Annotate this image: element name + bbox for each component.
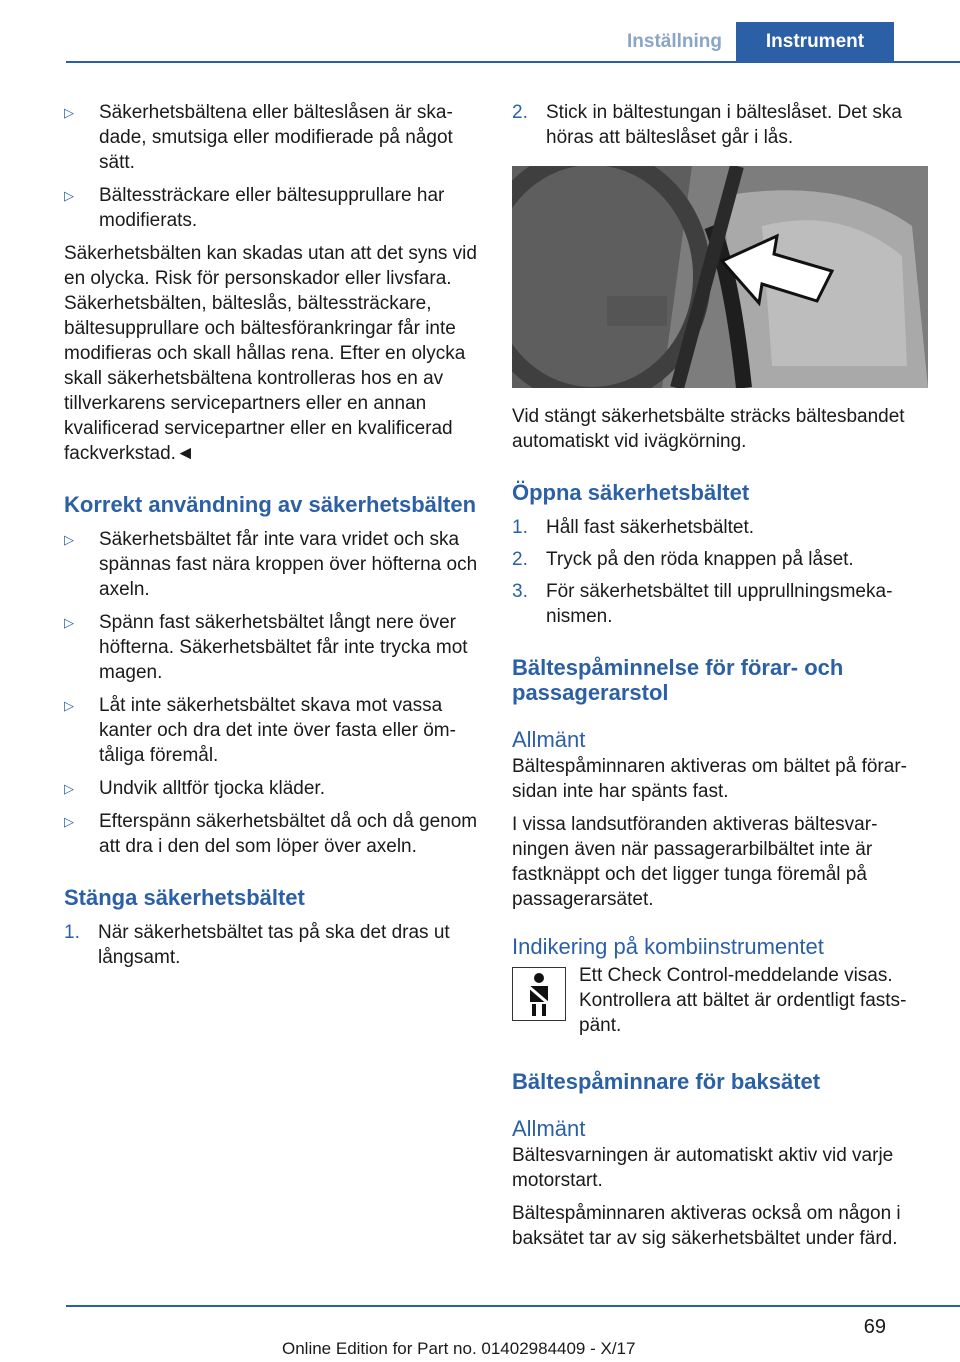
list-item: ▷ Efterspänn säkerhetsbältet då och då genom att dra i den del som löper över axeln. (64, 811, 478, 857)
header-divider (66, 61, 960, 63)
list-item: ▷ Spänn fast säkerhetsbältet långt nere över höfterna. Säkerhetsbältet får inte trycka mot magen. (64, 612, 468, 683)
heading-belt-reminder-rear: Bältespåminnare för baksätet (512, 1069, 821, 1094)
page-number: 69 (863, 1316, 886, 1338)
tab-installning[interactable]: Inställning (627, 31, 722, 52)
seatbelt-photo (512, 166, 928, 388)
page-header (0, 0, 960, 64)
triangle-bullet-icon: ▷ (64, 814, 74, 829)
seatbelt-warning-icon (512, 967, 566, 1021)
heading-correct-use: Korrekt användning av säkerhetsbälten (64, 492, 477, 517)
heading-belt-reminder-front: Bältespåminnelse för förar- och passagerarstol (512, 655, 844, 705)
subheading-general: Allmänt (512, 1116, 586, 1141)
step-item: 2. Tryck på den röda knappen på låset. (512, 549, 854, 570)
paragraph: Bältespåminnaren aktiveras om bältet på förarsidan inte har spänts fast. (512, 756, 907, 802)
list-item: ▷ Låt inte säkerhetsbältet skava mot vassa kanter och dra det inte över fasta eller ömtåliga föremål. (64, 695, 456, 766)
step-item: 1. Håll fast säkerhetsbältet. (512, 517, 755, 538)
heading-open-belt: Öppna säkerhetsbältet (512, 480, 750, 505)
right-column (512, 100, 926, 1259)
step-number: 1. (512, 517, 528, 538)
triangle-bullet-icon: ▷ (64, 615, 74, 630)
step-number: 2. (512, 549, 528, 570)
heading-close-belt: Stänga säkerhetsbältet (64, 885, 305, 910)
step-number: 2. (512, 102, 528, 123)
subheading-indicator: Indikering på kombiinstrumentet (512, 934, 824, 959)
photo-caption: Vid stängt säkerhetsbälte sträcks bältesbandet automatiskt vid ivägkörning. (512, 406, 905, 452)
list-item: ▷ Undvik alltför tjocka kläder. (64, 778, 325, 799)
left-column (64, 100, 478, 977)
seatbelt-photo-illustration (512, 166, 928, 388)
step-item: 1. När säkerhetsbältet tas på ska det dras ut långsamt. (64, 922, 450, 968)
step-item: 3. För säkerhetsbältet till upprullningsmekanismen. (512, 581, 893, 627)
triangle-bullet-icon: ▷ (64, 105, 74, 120)
list-item: ▷ Säkerhetsbältet får inte vara vridet och ska spännas fast nära kroppen över höfterna och axeln. (64, 529, 478, 600)
triangle-bullet-icon: ▷ (64, 188, 74, 203)
step-number: 3. (512, 581, 528, 602)
list-item: ▷ Bältessträckare eller bältesupprullare har modifierats. (64, 185, 445, 231)
indicator-text: Ett Check Control-meddelande visas. Kontrollera att bältet är ordentligt fastspänt. (579, 965, 907, 1036)
step-number: 1. (64, 922, 80, 943)
warning-paragraph: Säkerhetsbälten kan skadas utan att det syns vid en olycka. Risk för personskador eller livsfara. Säkerhetsbälten, bälteslås, bältessträckare, bältesupprullare och bältesförankringar får inte modifieras och skall hållas rena. Efter en olycka skall säkerhetsbältena kontrolleras hos en av tillverkarens servicepartners eller en annan kvalificerad servicepartner eller en kvalificerad fackverkstad.◄ (64, 243, 477, 464)
step-item: 2. Stick in bältestungan i bälteslåset. Det ska höras att bälteslåset går i lås. (512, 102, 902, 148)
tab-instrument[interactable]: Instrument (736, 22, 894, 62)
indicator-block (512, 963, 926, 1043)
triangle-bullet-icon: ▷ (64, 781, 74, 796)
paragraph: I vissa landsutföranden aktiveras bältesvarningen även när passagerarbilbältet inte är fastknäppt och det ligger tunga föremål på passagerarsätet. (512, 814, 878, 910)
footer-divider (66, 1305, 960, 1307)
edition-text: Online Edition for Part no. 01402984409 - X/17 (282, 1339, 636, 1358)
triangle-bullet-icon: ▷ (64, 532, 74, 547)
list-item: ▷ Säkerhetsbältena eller bälteslåsen är skadade, smutsiga eller modifierade på något sätt. (64, 102, 453, 173)
subheading-general: Allmänt (512, 727, 586, 752)
paragraph: Bältesvarningen är automatiskt aktiv vid varje motorstart. (512, 1145, 894, 1191)
triangle-bullet-icon: ▷ (64, 698, 74, 713)
paragraph: Bältespåminnaren aktiveras också om någon i baksätet tar av sig säkerhetsbältet under färd. (512, 1203, 901, 1249)
